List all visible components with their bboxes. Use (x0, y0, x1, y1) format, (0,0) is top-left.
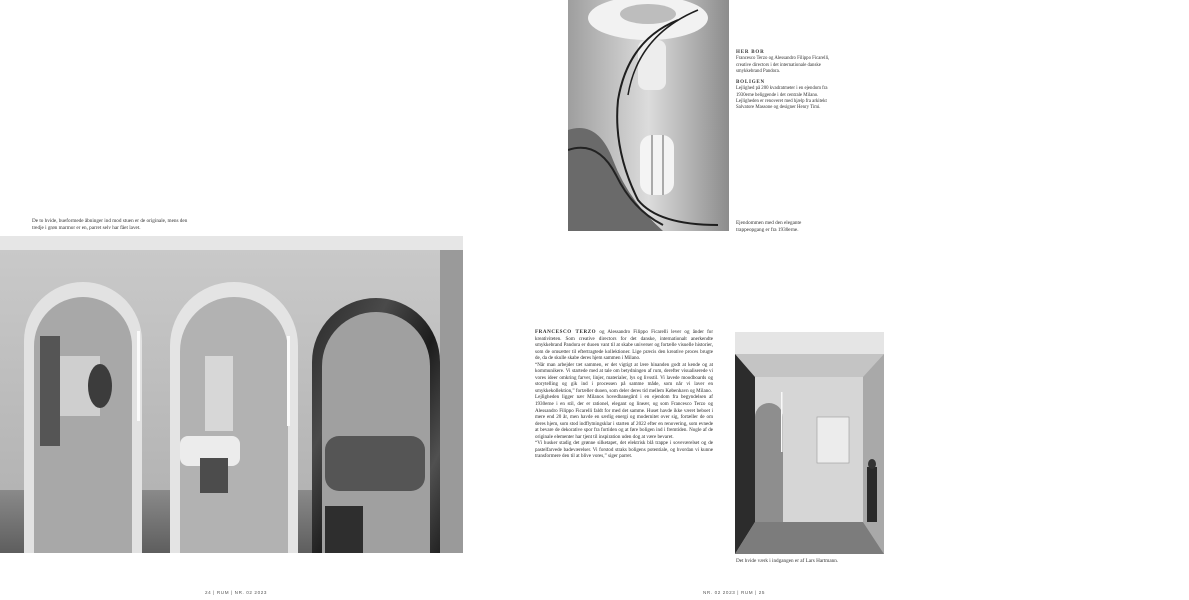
hallway-photo (735, 332, 884, 554)
info-box (736, 50, 836, 117)
article-paragraph-1: og Alessandro Filippo Ficarelli lever og ånder for kreativiteten. Som creative directors for det danske, internationalt anerkendte smykkebrand Pandora er duoen vant til at skabe universer og fortælle visuelle historier, som de omsætter til eftertragtede kollektioner. Lige præcis den kreative proces brugte de, da de skulle skabe deres hjem sammen i Milano. (535, 329, 713, 362)
hallway-illustration (735, 332, 884, 554)
staircase-illustration (568, 0, 729, 231)
right-folio: NR. 02 2023 | RUM | 25 (703, 590, 766, 595)
article-body (535, 329, 713, 460)
left-folio: 24 | RUM | NR. 02 2023 (205, 590, 268, 595)
article-paragraph-4: “Vi husker stadig det grønne silketapet, det elektrisk blå trappe i soveværelset og de pastelfarvede badeværelser. Vi forstod straks boligens potentiale, og hvordan vi kunne transformere den til at blive vores,” siger parret. (535, 440, 713, 460)
info-heading-2: BOLIGEN (736, 80, 765, 86)
arches-caption: De to hvide, bueformede åbninger ind mod stuen er de originale, mens den tredje i grøn marmor er en, parret selv har fået lavet. (32, 218, 188, 231)
staircase-caption: Ejendommen med den elegante trappeopgang er fra 1930erne. (736, 220, 802, 233)
article-paragraph-3: Lejligheden ligger nær Milanos hovedbanegård i en ejendom fra begyndelsen af 1930erne i en stil, der er rationel, elegant og lineær, og som Francesco Terzo og Alessandro Filippo Ficarelli faldt for med det samme. Huset havde ikke været beboet i mere end 20 år, men havde en særlig energi og modernitet over sig, fortæller de om deres hjem, som stod indflytningsklar i starten af 2022 efter en renovering, som evnede at bevare de dekorative spor fra fortiden og at føre boligen ind i fremtiden. Nogle af de originale elementer har tjent til inspiration uden dog at være bevaret. (535, 394, 713, 440)
info-block-2 (736, 80, 836, 111)
article-paragraph-2: “Når man arbejder tæt sammen, er det vigtigt at lære hinanden godt at kende og at kommunikere. Vi startede med at tale om betydningen af rum, derefter visualiserede vi vores ideer omkring farver, linjer, materialer, lys og livsstil. Vi lavede moodboards og storytelling og gik ind i processen på samme måde, som når vi laver en smykkekollektion,” fortæller duoen, som deler deres tid mellem København og Milano. (535, 361, 713, 394)
staircase-photo (568, 0, 729, 231)
article-paragraph (535, 329, 713, 362)
article-lead: FRANCESCO TERZO (535, 329, 597, 335)
arches-photo (0, 236, 463, 553)
hallway-caption: Det hvide værk i indgangen er af Lars Hartmann. (736, 558, 839, 564)
info-text-1: Francesco Terzo og Alessandro Filippo Ficarelli, creative directors i det internationale danske smykkebrand Pandora. (736, 56, 830, 74)
info-block-1 (736, 50, 836, 75)
arches-illustration (0, 236, 463, 553)
info-heading-1: HER BOR (736, 50, 765, 55)
info-text-2: Lejlighed på 200 kvadratmeter i en ejendom fra 1930erne beliggende i det centrale Milano. Lejligheden er renoveret med hjælp fra arkitekt Salvatore Massone og designer Henry Timi. (736, 86, 828, 111)
